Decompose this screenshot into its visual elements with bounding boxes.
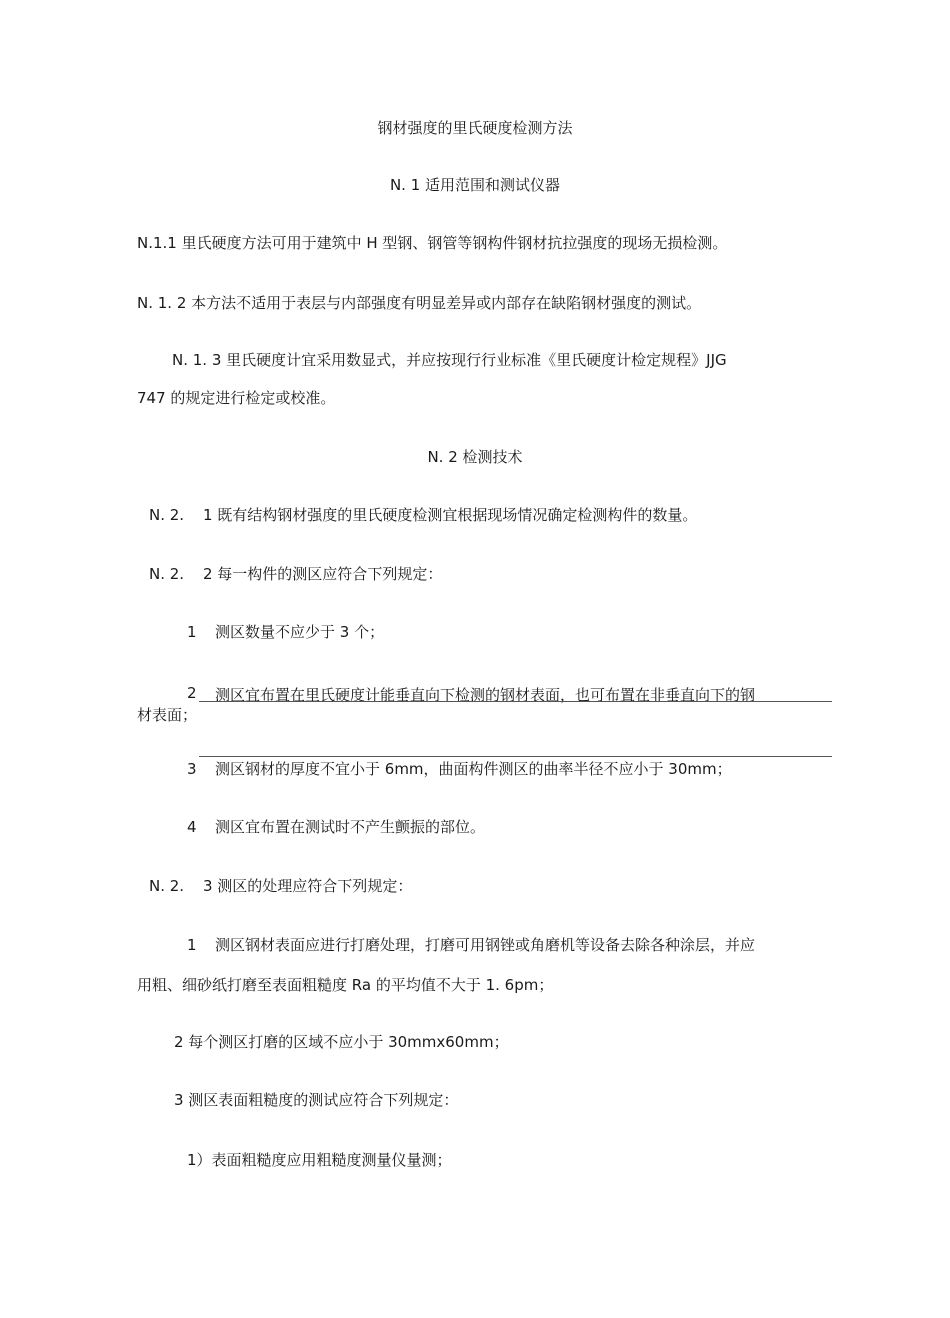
clause-n-2-2-number: N. 2. — [149, 565, 185, 583]
item-number: 2 — [187, 684, 197, 702]
clause-n-2-3-number: N. 2. — [149, 877, 185, 895]
item-continuation: 材表面； — [137, 706, 198, 724]
item-number: 1 — [187, 623, 197, 641]
item-3-line: 3 测区表面粗糙度的测试应符合下列规定： — [174, 1091, 459, 1109]
sub-item-line: 1）表面粗糙度应用粗糙度测量仪量测； — [187, 1151, 452, 1169]
item-text: 测区宜布置在里氏硬度计能垂直向下检测的钢材表面，也可布置在非垂直向下的钢 — [215, 686, 756, 704]
underline-rule — [199, 701, 832, 702]
item-2-line: 2 每个测区打磨的区域不应小于 30mmx60mm； — [174, 1033, 509, 1051]
item-text: 测区数量不应少于 3 个； — [215, 623, 385, 641]
clause-n-1-1: N.1.1 里氏硬度方法可用于建筑中 H 型钢、钢管等钢构件钢材抗拉强度的现场无损检测。 — [137, 234, 728, 252]
clause-n-1-3-line1: N. 1. 3 里氏硬度计宜采用数显式，并应按现行行业标准《里氏硬度计检定规程》JJG — [172, 351, 727, 369]
clause-n-2-1-number: N. 2. — [149, 506, 185, 524]
clause-n-2-3-text: 3 测区的处理应符合下列规定： — [203, 877, 413, 895]
item-text: 测区钢材表面应进行打磨处理，打磨可用钢锉或角磨机等设备去除各种涂层，并应 — [215, 936, 756, 954]
clause-n-2-2-text: 2 每一构件的测区应符合下列规定： — [203, 565, 443, 583]
item-number: 3 — [187, 760, 197, 778]
clause-n-1-2: N. 1. 2 本方法不适用于表层与内部强度有明显差异或内部存在缺陷钢材强度的测试。 — [137, 294, 702, 312]
item-number: 4 — [187, 818, 197, 836]
clause-n-1-3-line2: 747 的规定进行检定或校准。 — [137, 389, 336, 407]
document-title: 钢材强度的里氏硬度检测方法 — [377, 119, 573, 137]
separator-rule — [199, 756, 832, 757]
section-n2-heading: N. 2 检测技术 — [427, 448, 523, 466]
item-number: 1 — [187, 936, 197, 954]
item-text: 测区宜布置在测试时不产生颤振的部位。 — [215, 818, 486, 836]
item-continuation: 用粗、细砂纸打磨至表面粗糙度 Ra 的平均值不大于 1. 6pm； — [137, 976, 554, 994]
item-text: 测区钢材的厚度不宜小于 6mm，曲面构件测区的曲率半径不应小于 30mm； — [215, 760, 732, 778]
clause-n-2-1-text: 1 既有结构钢材强度的里氏硬度检测宜根据现场情况确定检测构件的数量。 — [203, 506, 698, 524]
section-n1-heading: N. 1 适用范围和测试仪器 — [389, 176, 561, 194]
